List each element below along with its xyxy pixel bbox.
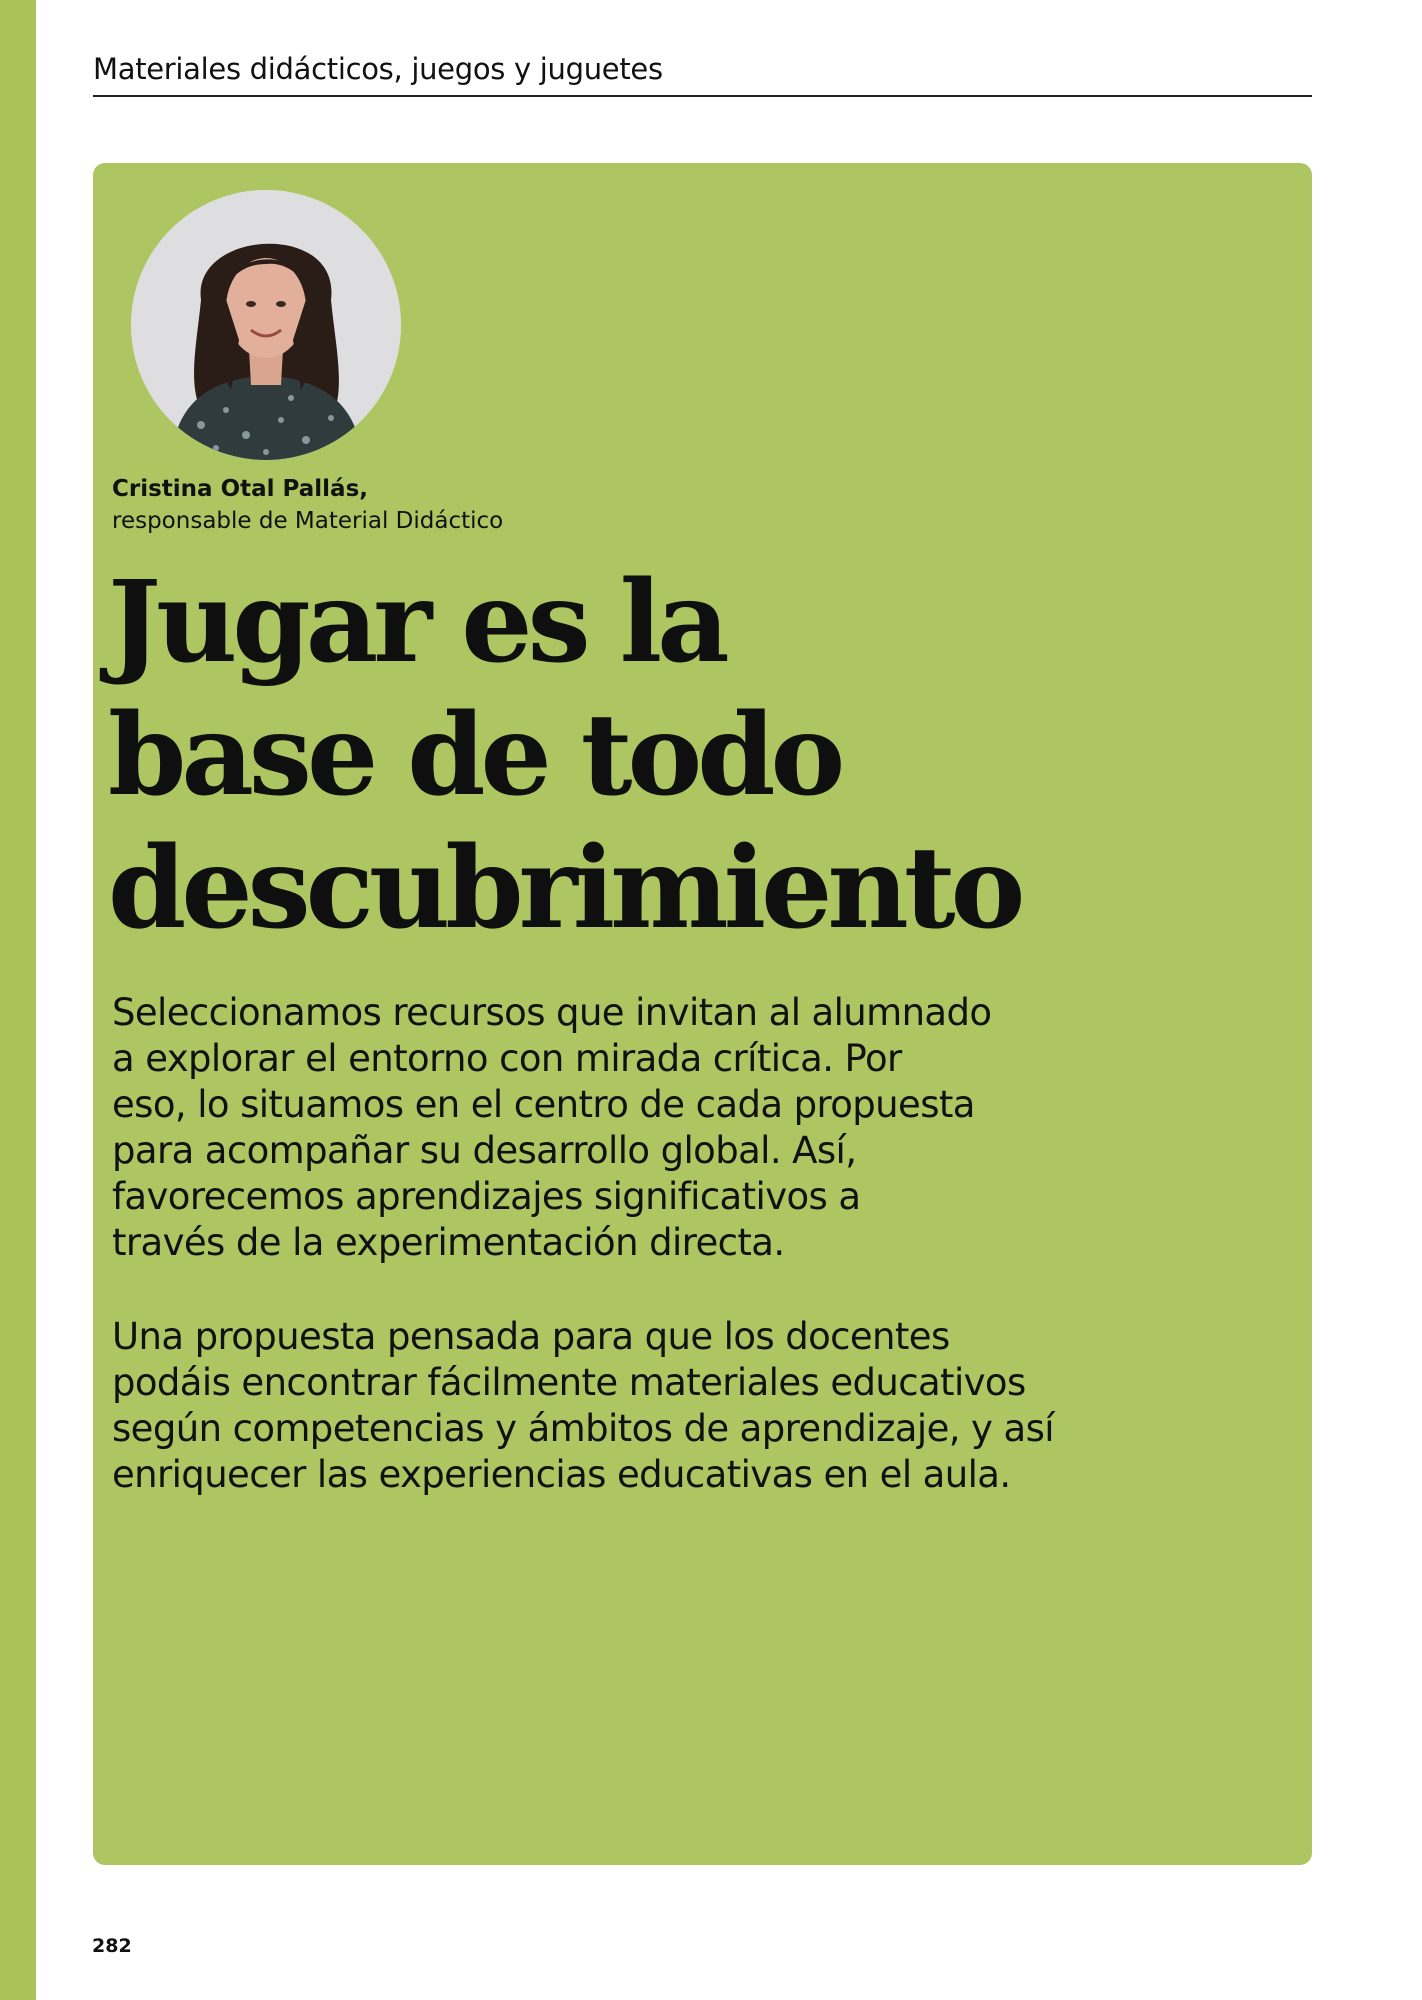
headline-line: base de todo [108,690,841,821]
text-line: través de la experimentación directa. [112,1221,785,1264]
author-photo [131,190,401,460]
headline [108,556,1258,955]
text-line: Una propuesta pensada para que los docentes [112,1315,950,1358]
text-line: a explorar el entorno con mirada crítica. Por [112,1037,902,1080]
headline-line: descubrimiento [108,823,1021,954]
text-line: favorecemos aprendizajes significativos a [112,1175,861,1218]
headline-line: Jugar es la [108,557,725,688]
text-line: enriquecer las experiencias educativas en el aula. [112,1453,1011,1496]
author-role: responsable de Material Didáctico [112,508,504,534]
text-line: según competencias y ámbitos de aprendizaje, y así [112,1407,1054,1450]
body-paragraph-2 [112,1314,1192,1498]
page-number: 282 [92,1935,132,1957]
author-name: Cristina Otal Pallás, [112,476,369,502]
text-line: para acompañar su desarrollo global. Así, [112,1129,857,1172]
header-divider [93,95,1312,97]
body-paragraph-1 [112,990,1192,1266]
text-line: Seleccionamos recursos que invitan al alumnado [112,991,992,1034]
text-line: podáis encontrar fácilmente materiales educativos [112,1361,1026,1404]
side-color-stripe [0,0,36,2000]
text-line: eso, lo situamos en el centro de cada propuesta [112,1083,975,1126]
section-header: Materiales didácticos, juegos y juguetes [93,52,663,86]
